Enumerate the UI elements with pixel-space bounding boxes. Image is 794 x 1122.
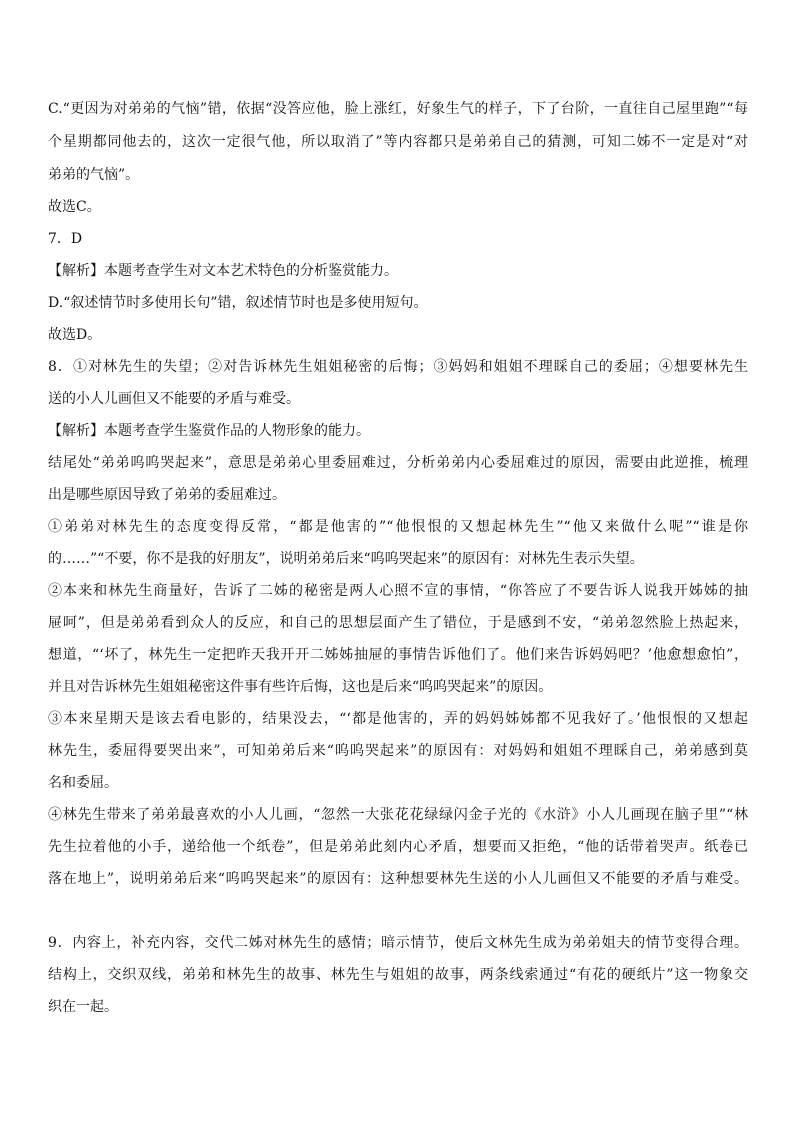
question-7-analysis-line: D.“叙述情节时多使用长句”错，叙述情节时也是多使用短句。 [48,295,428,311]
point-1-line-2: 的……”“不要，你不是我的好朋友”，说明弟弟后来“呜呜哭起来”的原因有：对林先生表示失望。 [48,551,644,567]
question-8-analysis-line-2: 出是哪些原因导致了弟弟的委屈难过。 [48,487,286,503]
point-2-line-1: ②本来和林先生商量好，告诉了二姊的秘密是两人心照不宣的事情，“你答应了不要告诉人说我开姊姊的抽 [48,583,748,599]
question-7-conclusion: 故选D。 [48,327,102,343]
question-8-answer-line-2: 送的小人儿画但又不能要的矛盾与难受。 [48,391,300,407]
answer-6c-line-1: C.“更因为对弟弟的气恼”错，依据“没答应他，脸上涨红，好象生气的样子，下了台阶，一直往自己屋里跑”“每 [48,101,748,117]
question-9-answer-line-3: 织在一起。 [48,999,118,1015]
question-8-analysis-heading: 【解析】本题考查学生鉴赏作品的人物形象的能力。 [48,423,370,439]
question-7-analysis-heading: 【解析】本题考查学生对文本艺术特色的分析鉴赏能力。 [48,263,398,279]
point-1-line-1: ①弟弟对林先生的态度变得反常，“都是他害的”“他恨恨的又想起林先生”“他又来做什么呢”“谁是你 [48,519,748,535]
question-9-answer-line-2: 结构上，交织双线，弟弟和林先生的故事、林先生与姐姐的故事，两条线索通过“有花的硬纸片”这一物象交 [48,967,748,983]
question-8-analysis-line-1: 结尾处“弟弟呜呜哭起来”，意思是弟弟心里委屈难过，分析弟弟内心委屈难过的原因，需要由此逆推，梳理 [48,455,748,471]
answer-6c-line-3: 弟弟的气恼”。 [48,167,140,183]
point-4-line-1: ④林先生带来了弟弟最喜欢的小人儿画，“忽然一大张花花绿绿闪金子光的《水浒》小人儿画现在脑子里”“林 [48,807,748,823]
question-7-answer: 7．D [48,231,83,247]
point-3-line-3: 名和委屈。 [48,775,118,791]
point-3-line-2: 林先生，委屈得要哭出来”，可知弟弟后来“呜呜哭起来”的原因有：对妈妈和姐姐不理睬自己，弟弟感到莫 [48,743,748,759]
question-9-answer-line-1: 9．内容上，补充内容，交代二姊对林先生的感情；暗示情节，使后文林先生成为弟弟姐夫的情节变得合理。 [48,935,748,951]
question-8-answer-line-1: 8．①对林先生的失望；②对告诉林先生姐姐秘密的后悔；③妈妈和姐姐不理睬自己的委屈；④想要林先生 [48,359,748,375]
point-4-line-2: 先生拉着他的小手，递给他一个纸卷”，但是弟弟此刻内心矛盾，想要而又拒绝，“他的话带着哭声。纸卷已 [48,839,748,855]
point-2-line-2: 屉呵”，但是弟弟看到众人的反应，和自己的思想层面产生了错位，于是感到不安，“弟弟忽然脸上热起来， [48,615,748,631]
answer-6c-line-2: 个星期都同他去的，这次一定很气他，所以取消了”等内容都只是弟弟自己的猜测，可知二姊不一定是对“对 [48,134,748,150]
point-2-line-3: 想道，“‘坏了，林先生一定把昨天我开开二姊姊抽屉的事情告诉他们了。他们来告诉妈妈吧？’他愈想愈怕”， [48,647,748,663]
answer-6-conclusion: 故选C。 [48,199,101,215]
point-3-line-1: ③本来星期天是该去看电影的，结果没去，“‘都是他害的，弄的妈妈姊姊都不见我好了。’他恨恨的又想起 [48,711,748,727]
point-2-line-4: 并且对告诉林先生姐姐秘密这件事有些许后悔，这也是后来“呜呜哭起来”的原因。 [48,679,553,695]
point-4-line-3: 落在地上”，说明弟弟后来“呜呜哭起来”的原因有：这种想要林先生送的小人儿画但又不能要的矛盾与难受。 [48,871,748,887]
